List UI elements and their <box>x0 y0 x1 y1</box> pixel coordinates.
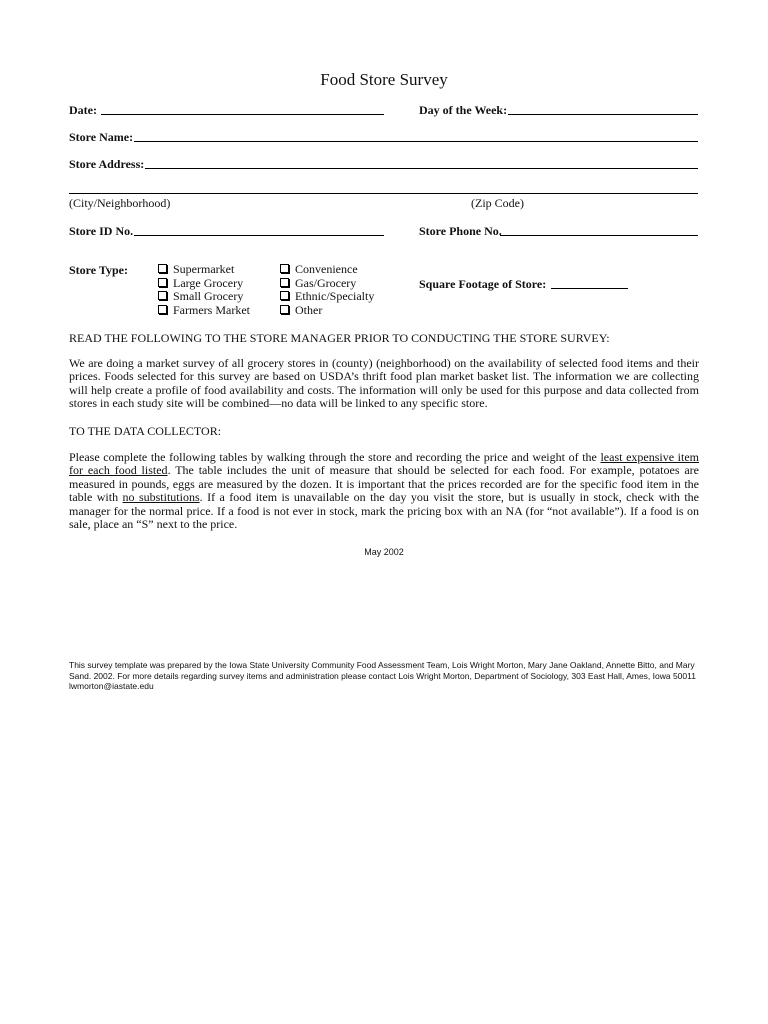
underlined-text: no substitutions <box>122 490 200 505</box>
store-type-label: Store Type: <box>69 263 128 277</box>
square-footage-field[interactable] <box>551 288 628 289</box>
read-to-manager-heading: READ THE FOLLOWING TO THE STORE MANAGER PRIOR TO CONDUCTING THE STORE SURVEY: <box>69 331 610 345</box>
checkbox-icon[interactable] <box>280 305 289 314</box>
store-id-label: Store ID No. <box>69 224 134 238</box>
zip-caption: (Zip Code) <box>471 196 524 210</box>
intro-paragraph: We are doing a market survey of all grocery stores in (county) (neighborhood) on the availability of selected food items and their prices. Foods selected for this survey are based on USDA’s thrift food plan market basket list. The information we are collecting will help create a profile of food availability and costs. The information will only be used for this purpose and data collected from stores in each study site will be combined—no data will be linked to any specific store. <box>69 356 699 411</box>
store-type-option[interactable]: Farmers Market <box>158 304 250 318</box>
checkbox-icon[interactable] <box>280 291 289 300</box>
store-type-column-1 <box>158 263 250 317</box>
store-phone-field[interactable] <box>500 235 698 236</box>
checkbox-icon[interactable] <box>158 305 167 314</box>
collector-paragraph: Please complete the following tables by walking through the store and recording the price and weight of the least expensive item for each food listed. The table includes the unit of measure that should be selected for each food. For example, potatoes are measured in pounds, eggs are measured by the dozen. It is important that the prices recorded are for the specific food item in the table with no substitutions. If a food item is unavailable on the day you visit the store, but is usually in stock, check with the manager for the normal price. If a food is not ever in stock, mark the pricing box with an NA (for “not available”). If a food is on sale, place an “S” next to the price. <box>69 450 699 532</box>
store-type-option[interactable]: Other <box>280 304 374 318</box>
checkbox-icon[interactable] <box>280 278 289 287</box>
data-collector-heading: TO THE DATA COLLECTOR: <box>69 424 222 438</box>
store-phone-label: Store Phone No. <box>419 224 502 238</box>
square-footage-label: Square Footage of Store: <box>419 277 547 291</box>
store-type-option[interactable]: Supermarket <box>158 263 250 277</box>
store-type-option[interactable]: Small Grocery <box>158 290 250 304</box>
checkbox-icon[interactable] <box>158 278 167 287</box>
date-field[interactable] <box>101 114 384 115</box>
underlined-text: least expensive item for each food listed <box>69 450 699 478</box>
store-type-option[interactable]: Convenience <box>280 263 374 277</box>
checkbox-icon[interactable] <box>158 264 167 273</box>
footer-credits: This survey template was prepared by the Iowa State University Community Food Assessment Team, Lois Wright Morton, Mary Jane Oakland, Annette Bitto, and Mary Sand. 2002. For more details regarding survey items and administration please contact Lois Wright Morton, Department of Sociology, 303 East Hall, Ames, Iowa 50011 lwmorton@iastate.edu <box>69 660 696 691</box>
day-of-week-field[interactable] <box>508 114 698 115</box>
city-caption: (City/Neighborhood) <box>69 196 171 210</box>
store-type-option[interactable]: Large Grocery <box>158 277 250 291</box>
checkbox-icon[interactable] <box>158 291 167 300</box>
city-zip-field[interactable] <box>69 193 698 194</box>
checkbox-icon[interactable] <box>280 264 289 273</box>
store-type-option[interactable]: Gas/Grocery <box>280 277 374 291</box>
store-name-label: Store Name: <box>69 130 134 144</box>
store-type-option[interactable]: Ethnic/Specialty <box>280 290 374 304</box>
store-address-label: Store Address: <box>69 157 145 171</box>
day-of-week-label: Day of the Week: <box>419 103 508 117</box>
store-address-field[interactable] <box>145 168 698 169</box>
store-name-field[interactable] <box>134 141 698 142</box>
store-id-field[interactable] <box>134 235 384 236</box>
publication-date: May 2002 <box>364 547 404 557</box>
page-title: Food Store Survey <box>320 70 448 89</box>
store-type-column-2 <box>280 263 374 317</box>
date-label: Date: <box>69 103 97 117</box>
